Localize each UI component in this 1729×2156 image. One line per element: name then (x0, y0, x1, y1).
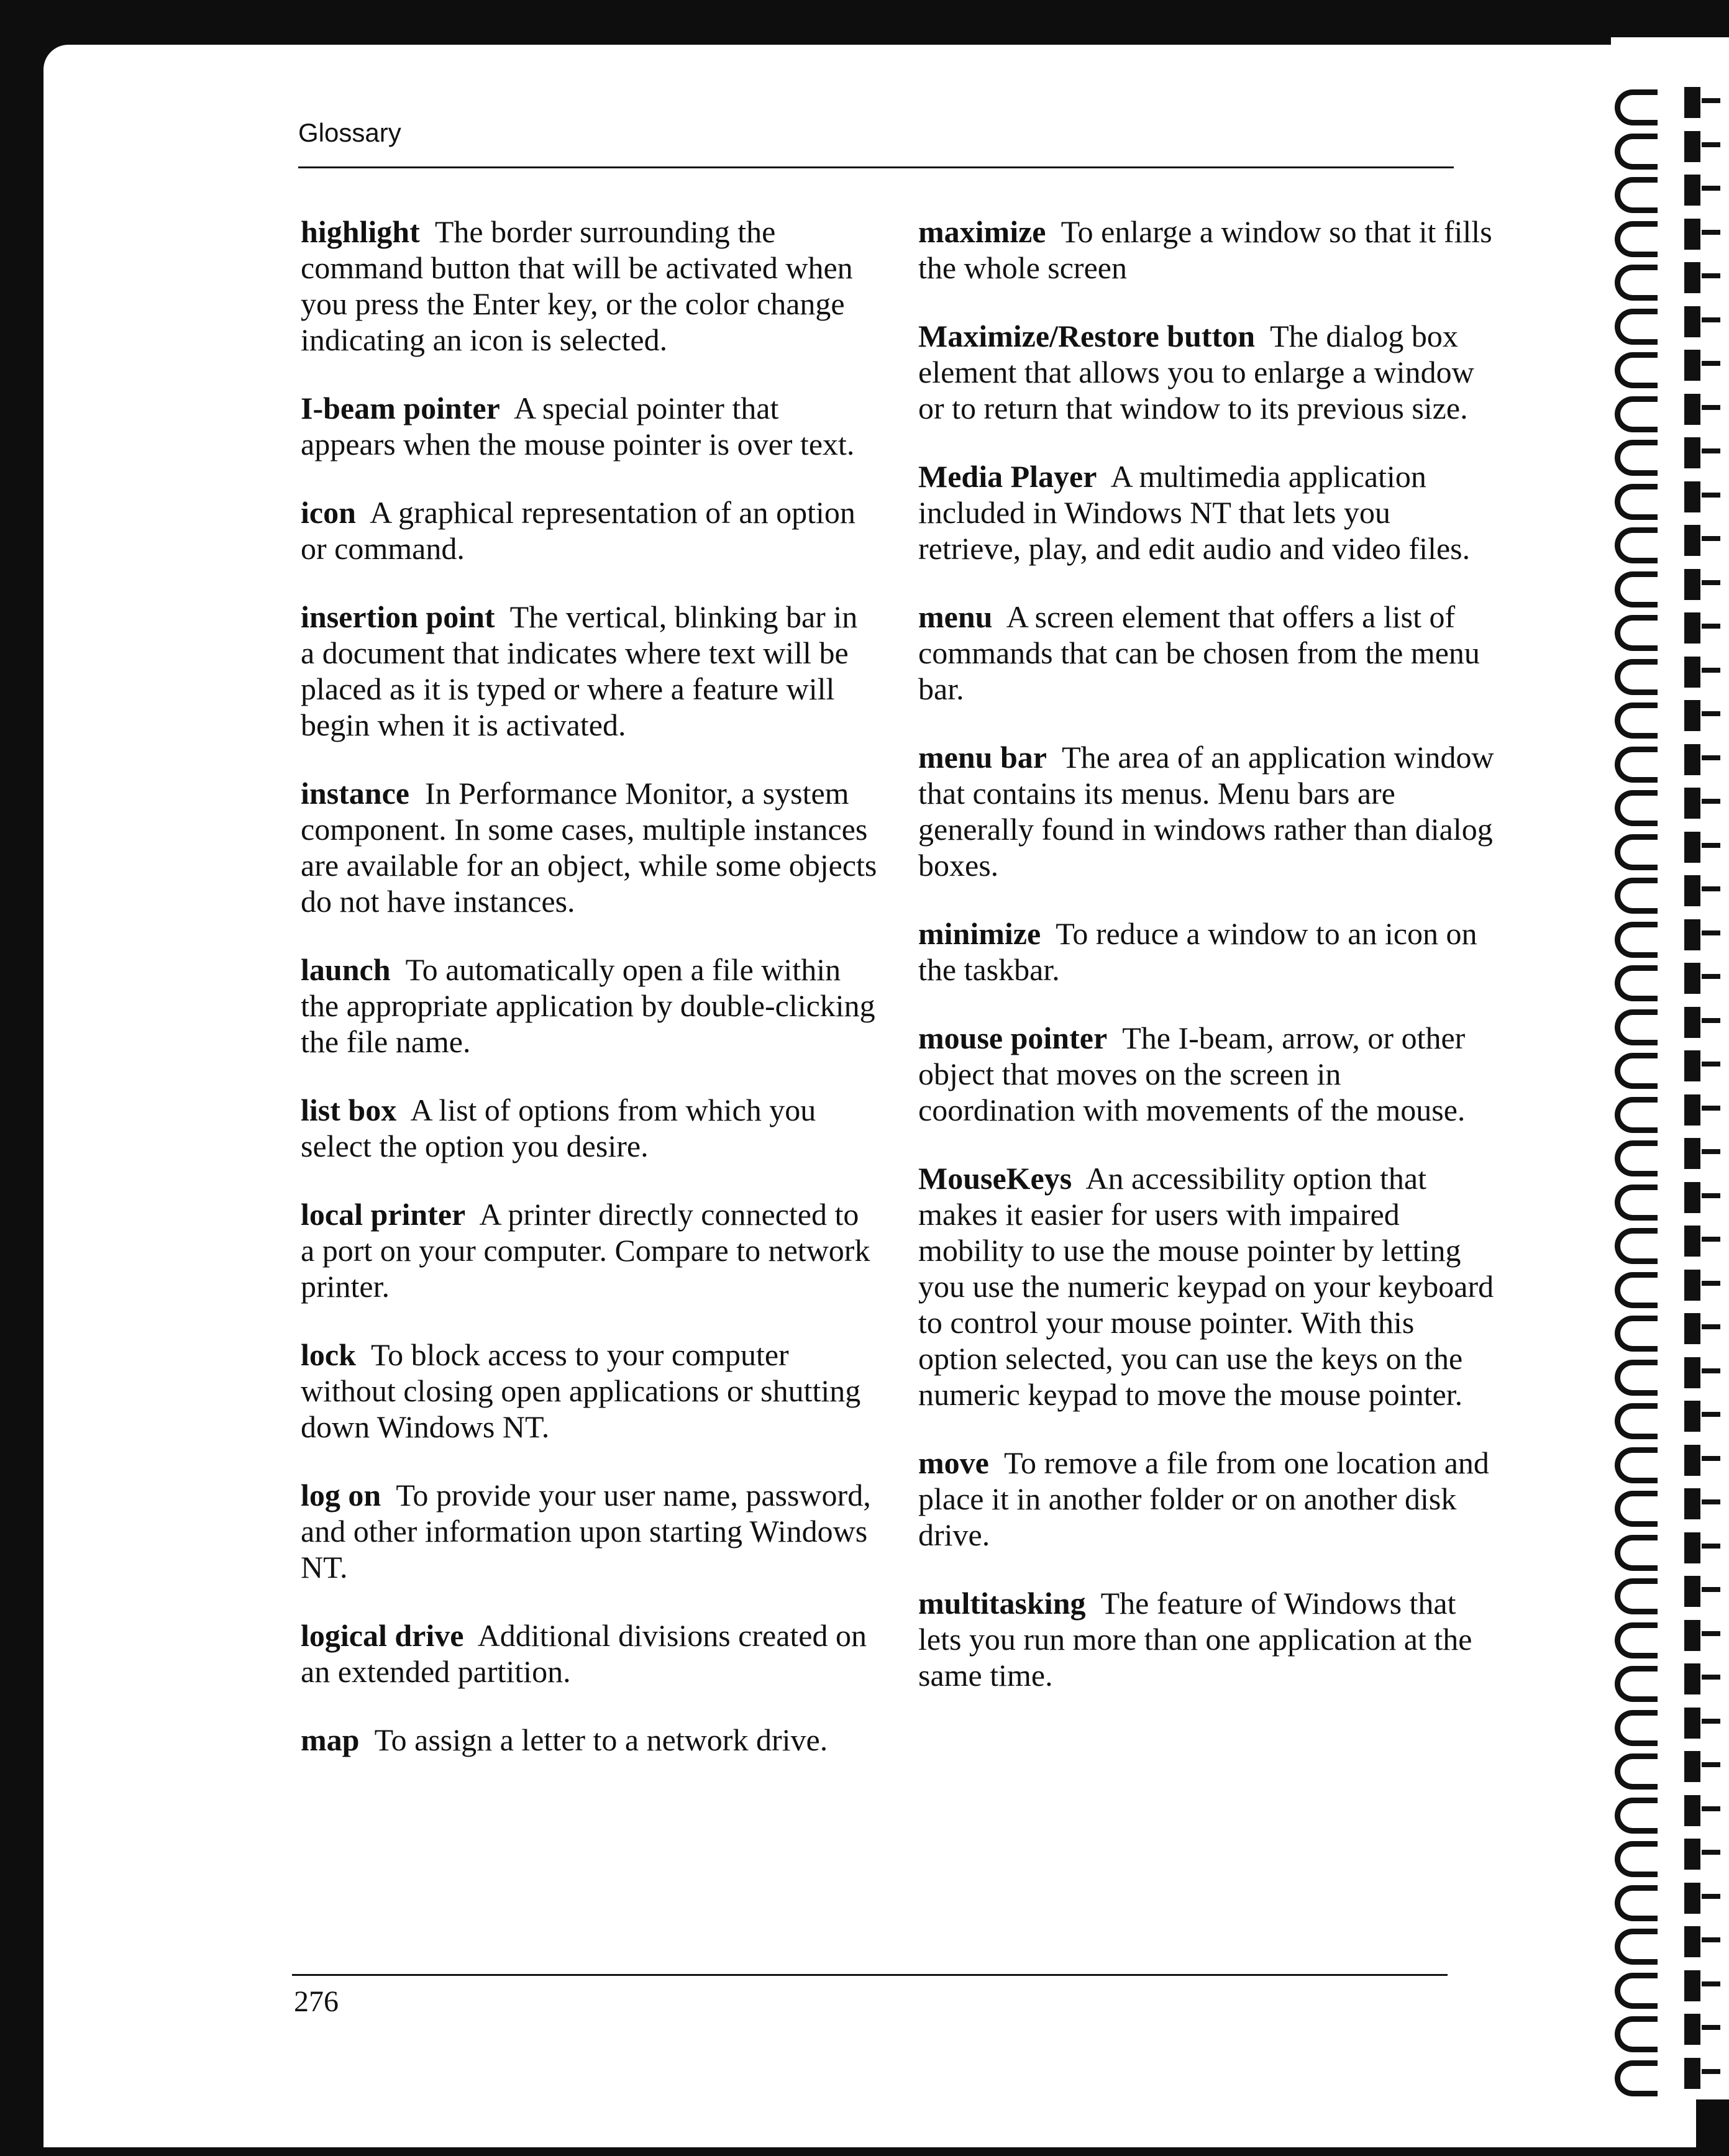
glossary-term: lock (301, 1337, 356, 1372)
glossary-entry (301, 952, 878, 1060)
glossary-term: list box (301, 1093, 397, 1127)
glossary-definition: To provide your user name, password, and other information upon starting Windows NT. (301, 1478, 871, 1585)
page-number: 276 (294, 1985, 339, 2018)
spiral-coil (1611, 1313, 1729, 1345)
glossary-term: instance (301, 776, 409, 811)
glossary-entry (301, 494, 878, 566)
spiral-coil (1611, 1138, 1729, 1170)
spiral-coil (1611, 1970, 1729, 2003)
spiral-coil (1611, 1708, 1729, 1740)
spiral-coil (1611, 919, 1729, 952)
spiral-coil (1611, 1795, 1729, 1827)
glossary-term: highlight (301, 214, 420, 249)
spiral-coil (1611, 2058, 1729, 2090)
glossary-term: move (918, 1445, 989, 1480)
glossary-term: insertion point (301, 599, 495, 634)
glossary-term: maximize (918, 214, 1046, 249)
glossary-term: I-beam pointer (301, 391, 500, 425)
running-header: Glossary (298, 118, 401, 147)
glossary-term: mouse pointer (918, 1021, 1108, 1055)
glossary-entry (918, 599, 1496, 707)
spiral-coil (1611, 569, 1729, 601)
glossary-term: multitasking (918, 1586, 1086, 1621)
header-rule (298, 166, 1454, 168)
spiral-coil (1611, 1226, 1729, 1258)
glossary-definition: The border surrounding the command button that will be activated when you press the Enter key, or the color change indicating an icon is selected. (301, 214, 853, 357)
glossary-definition: To enlarge a window so that it fills the whole screen (918, 214, 1492, 285)
spiral-coil (1611, 875, 1729, 907)
glossary-entry (301, 599, 878, 743)
spiral-coil (1611, 963, 1729, 995)
glossary-entry (918, 1445, 1496, 1553)
spiral-coil (1611, 525, 1729, 557)
glossary-entry (301, 390, 878, 462)
glossary-definition: In Performance Monitor, a system component. In some cases, multiple instances are available for an object, while some objects do not have instances. (301, 776, 877, 919)
glossary-entry (301, 1092, 878, 1164)
spiral-coil (1611, 306, 1729, 339)
glossary-term: launch (301, 952, 391, 987)
spiral-coil (1611, 700, 1729, 732)
spiral-coil (1611, 262, 1729, 294)
glossary-definition: To assign a letter to a network drive. (374, 1722, 828, 1757)
glossary-definition: The dialog box element that allows you to enlarge a window or to return that window to its previous size. (918, 319, 1474, 425)
spiral-coil (1611, 1620, 1729, 1652)
spiral-coil (1611, 1663, 1729, 1696)
spiral-coil (1611, 1401, 1729, 1433)
glossary-entry (918, 318, 1496, 426)
spiral-coil (1611, 1050, 1729, 1083)
spiral-coil (1611, 481, 1729, 514)
spiral-coil (1611, 1839, 1729, 1871)
spiral-coil (1611, 744, 1729, 776)
glossary-definition: The vertical, blinking bar in a document that indicates where text will be placed as it is typed or where a feature will begin when it is activated. (301, 599, 858, 742)
spiral-coil (1611, 1270, 1729, 1302)
spiral-coil (1611, 832, 1729, 864)
glossary-definition: A screen element that offers a list of commands that can be chosen from the menu bar. (918, 599, 1480, 706)
glossary-term: Maximize/Restore button (918, 319, 1256, 353)
glossary-definition: To remove a file from one location and place it in another folder or on another disk drive. (918, 1445, 1489, 1552)
glossary-entry (301, 1337, 878, 1445)
glossary-entry (301, 214, 878, 358)
glossary-entry (918, 739, 1496, 883)
glossary-entry (918, 1585, 1496, 1693)
glossary-entry (301, 1617, 878, 1690)
spiral-coil (1611, 1445, 1729, 1477)
glossary-definition: A printer directly connected to a port on your computer. Compare to network printer. (301, 1197, 870, 1304)
glossary-definition: A multimedia application included in Windows NT that lets you retrieve, play, and edit audio and video files. (918, 459, 1471, 566)
glossary-definition: The I-beam, arrow, or other object that moves on the screen in coordination with movements of the mouse. (918, 1021, 1466, 1127)
glossary-term: map (301, 1722, 360, 1757)
spiral-coil (1611, 175, 1729, 207)
footer-rule (292, 1974, 1448, 1976)
spiral-coil (1611, 1883, 1729, 1915)
glossary-column-right (918, 214, 1496, 1726)
spiral-coil (1611, 131, 1729, 163)
glossary-entry (918, 916, 1496, 988)
glossary-definition: A list of options from which you select the option you desire. (301, 1093, 816, 1163)
glossary-definition: The area of an application window that contains its menus. Menu bars are generally found in windows rather than dialog boxes. (918, 740, 1494, 883)
spiral-coil (1611, 657, 1729, 689)
glossary-entry (301, 1196, 878, 1304)
spiral-coil (1611, 350, 1729, 382)
glossary-term: Media Player (918, 459, 1097, 494)
glossary-entry (301, 1477, 878, 1585)
glossary-definition: A graphical representation of an option or command. (301, 495, 855, 566)
glossary-entry (918, 1160, 1496, 1412)
spiral-coil (1611, 1094, 1729, 1127)
spiral-coil (1611, 219, 1729, 251)
glossary-definition: To reduce a window to an icon on the taskbar. (918, 916, 1477, 987)
spiral-coil (1611, 1576, 1729, 1608)
spiral-coil (1611, 1926, 1729, 1958)
glossary-definition: A special pointer that appears when the mouse pointer is over text. (301, 391, 855, 462)
spiral-coil (1611, 612, 1729, 645)
glossary-term: logical drive (301, 1618, 464, 1653)
glossary-entry (301, 775, 878, 919)
spiral-coil (1611, 1007, 1729, 1039)
spiral-coil (1611, 1532, 1729, 1565)
spiral-coil (1611, 437, 1729, 470)
glossary-definition: Additional divisions created on an extended partition. (301, 1618, 867, 1689)
spiral-coil (1611, 87, 1729, 119)
spiral-binding (1611, 37, 1729, 2099)
glossary-term: MouseKeys (918, 1161, 1072, 1196)
spiral-coil (1611, 1357, 1729, 1390)
glossary-term: local printer (301, 1197, 466, 1232)
glossary-definition: An accessibility option that makes it easier for users with impaired mobility to use the mouse pointer by letting you use the numeric keypad on your keyboard to control your mouse pointer. With this option selected, you can use the keys on the numeric keypad to move the mouse pointer. (918, 1161, 1494, 1412)
glossary-entry (918, 214, 1496, 286)
glossary-term: menu (918, 599, 993, 634)
spiral-coil (1611, 394, 1729, 426)
glossary-definition: To automatically open a file within the appropriate application by double-clicking the file name. (301, 952, 875, 1059)
spiral-coil (1611, 1488, 1729, 1521)
glossary-column-left (301, 214, 878, 1790)
glossary-definition: The feature of Windows that lets you run more than one application at the same time. (918, 1586, 1472, 1693)
glossary-term: icon (301, 495, 356, 530)
glossary-entry (918, 458, 1496, 566)
glossary-definition: To block access to your computer without closing open applications or shutting down Windows NT. (301, 1337, 861, 1444)
spiral-coil (1611, 2014, 1729, 2046)
spiral-coil (1611, 788, 1729, 820)
glossary-term: log on (301, 1478, 381, 1512)
spiral-coil (1611, 1182, 1729, 1214)
glossary-entry (918, 1020, 1496, 1128)
glossary-term: menu bar (918, 740, 1047, 775)
glossary-term: minimize (918, 916, 1041, 951)
spiral-coil (1611, 1751, 1729, 1783)
glossary-entry (301, 1722, 878, 1758)
